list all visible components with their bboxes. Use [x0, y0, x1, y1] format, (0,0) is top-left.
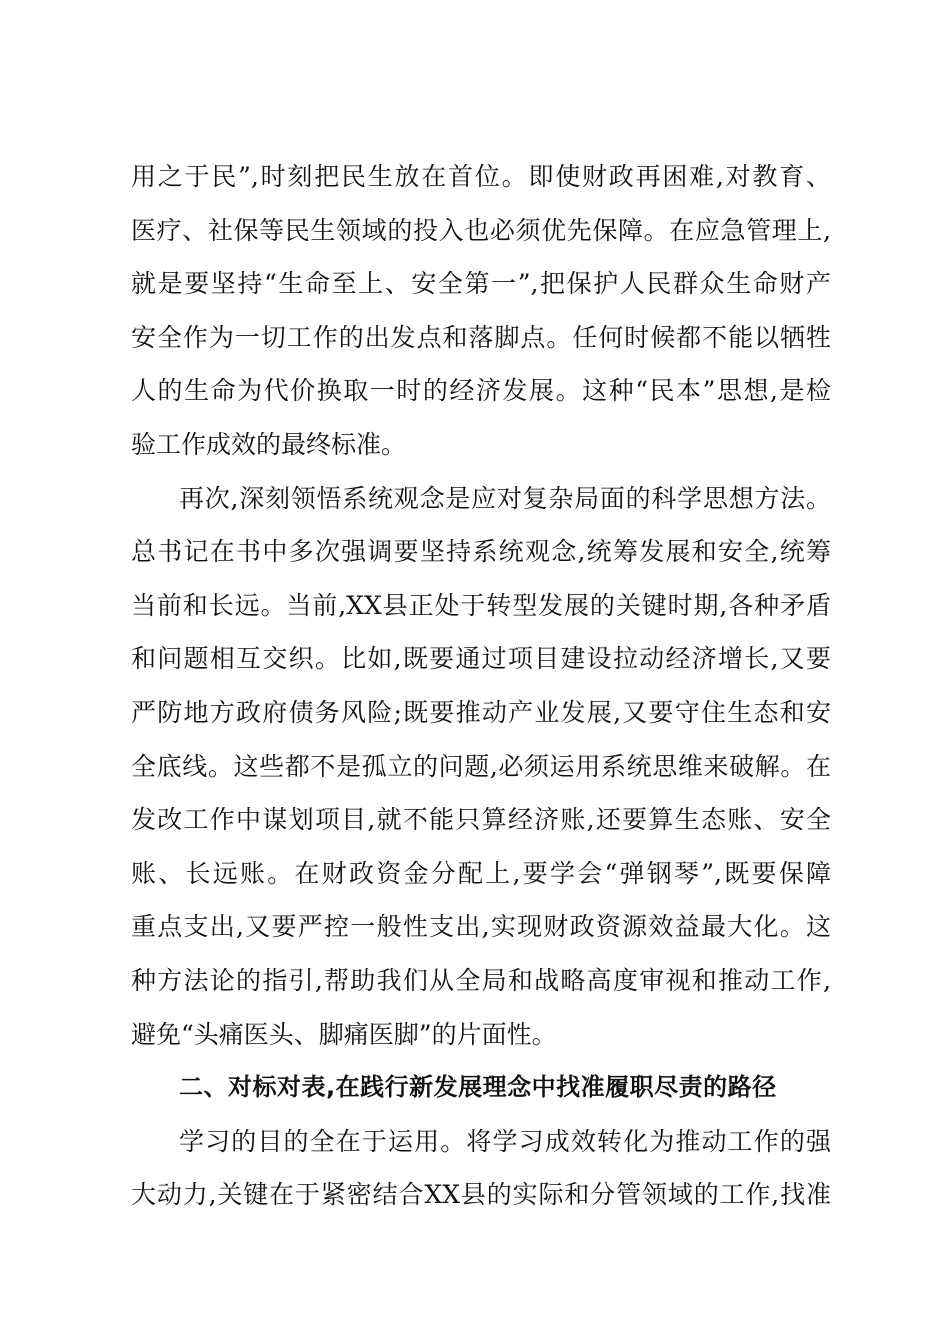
text-line: 医疗、社保等民生领域的投入也必须优先保障。在应急管理上,	[131, 215, 831, 245]
text-line: 避免“头痛医头、脚痛医脚”的片面性。	[131, 1019, 557, 1049]
text-line: 全底线。这些都不是孤立的问题,必须运用系统思维来破解。在	[131, 751, 831, 781]
text-line: 安全作为一切工作的出发点和落脚点。任何时候都不能以牺牲	[131, 322, 831, 352]
section-heading: 二、对标对表,在践行新发展理念中找准履职尽责的路径	[179, 1073, 777, 1102]
text-line: 和问题相互交织。比如,既要通过项目建设拉动经济增长,又要	[131, 644, 831, 674]
text-line: 账、长远账。在财政资金分配上,要学会“弹钢琴”,既要保障	[131, 858, 831, 888]
text-line: 严防地方政府债务风险;既要推动产业发展,又要守住生态和安	[131, 697, 831, 727]
text-line: 种方法论的指引,帮助我们从全局和战略高度审视和推动工作,	[131, 965, 831, 995]
text-line: 总书记在书中多次强调要坚持系统观念,统筹发展和安全,统筹	[131, 537, 831, 567]
paragraph-start-line: 学习的目的全在于运用。将学习成效转化为推动工作的强	[179, 1126, 831, 1156]
text-line: 用之于民”,时刻把民生放在首位。即使财政再困难,对教育、	[131, 162, 831, 191]
text-line: 当前和长远。当前,XX县正处于转型发展的关键时期,各种矛盾	[131, 590, 831, 620]
text-line: 人的生命为代价换取一时的经济发展。这种“民本”思想,是检	[131, 376, 831, 406]
text-line: 发改工作中谋划项目,就不能只算经济账,还要算生态账、安全	[131, 805, 831, 835]
text-line: 重点支出,又要严控一般性支出,实现财政资源效益最大化。这	[131, 912, 831, 942]
document-body	[131, 150, 831, 1222]
text-line: 验工作成效的最终标准。	[131, 429, 407, 459]
text-line: 大动力,关键在于紧密结合XX县的实际和分管领域的工作,找准	[131, 1180, 831, 1210]
text-line: 就是要坚持“生命至上、安全第一”,把保护人民群众生命财产	[131, 269, 831, 299]
paragraph-start-line: 再次,深刻领悟系统观念是应对复杂局面的科学思想方法。	[179, 483, 831, 513]
